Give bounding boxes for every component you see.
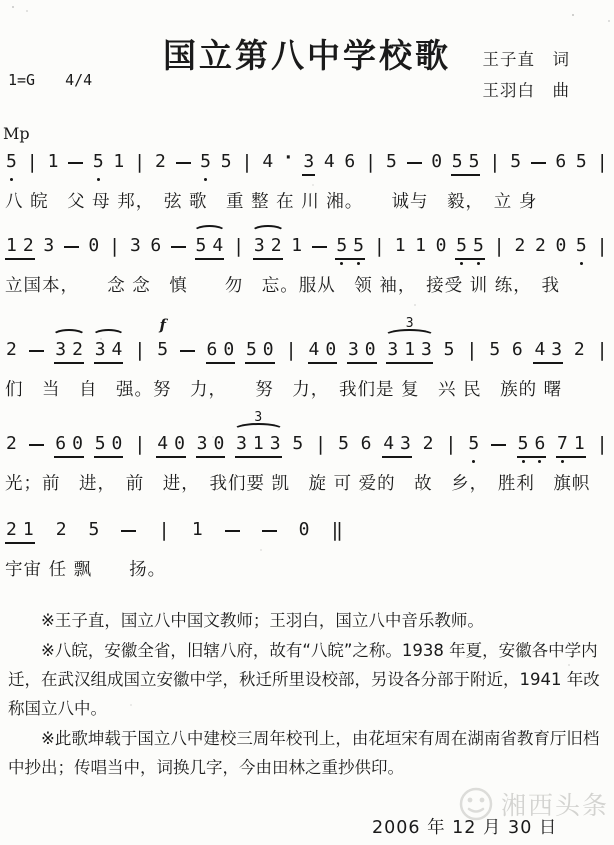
note-token: |	[596, 339, 608, 361]
score-lyrics: 八 皖 父 母 邦， 弦 歌 重 整 在 川 湘。 诚与 毅， 立 身	[5, 192, 538, 212]
note-token: |	[133, 151, 146, 173]
score-line	[5, 410, 609, 495]
footnote: ※王子直，国立八中国文教师；王羽白，国立八中音乐教师。	[41, 611, 484, 630]
note-token: 6	[150, 235, 162, 256]
score-line	[5, 212, 609, 297]
note-token: 1	[47, 151, 59, 172]
note-token: 3	[302, 152, 315, 176]
low-octave-dot	[357, 262, 360, 265]
footnote: ※此歌坤载于国立八中建校三周年校刊上，由花垣宋有周在湖南省教育厅旧档中抄出；传唱当中，词换几字，今由田林之重抄供印。	[8, 729, 600, 777]
note-token: 3 2	[54, 340, 84, 364]
note-token: f 5	[157, 316, 169, 360]
triplet-number: 3	[405, 316, 414, 331]
note-token	[490, 444, 507, 458]
score-line	[5, 124, 609, 213]
note-token: 2	[154, 151, 166, 172]
low-octave-dot	[580, 262, 583, 265]
note-token: |	[108, 235, 121, 257]
note-token: 3	[43, 235, 55, 256]
note-token: 5	[443, 339, 455, 360]
note-token: 5 5	[455, 236, 485, 260]
score-line	[5, 316, 609, 401]
note-token: 5	[292, 433, 304, 454]
time-signature: 4/4	[65, 71, 93, 89]
note-token: ·	[282, 147, 294, 168]
low-octave-dot	[10, 178, 13, 181]
note-token: 4 0	[156, 434, 186, 458]
note-token: |	[232, 235, 245, 257]
note-token: 1	[394, 235, 406, 256]
score-notation	[5, 496, 609, 544]
note-token	[170, 246, 187, 260]
note-token: 6 0	[54, 434, 84, 458]
note-token	[179, 350, 196, 364]
note-token: 2	[422, 433, 434, 454]
note-token: |	[596, 151, 608, 173]
note-token: 5	[510, 151, 522, 172]
note-token: 5	[199, 152, 212, 176]
lyricist-credit: 王子直 词	[482, 50, 570, 69]
note-token: 4 3	[382, 434, 412, 458]
note-token: 1	[291, 235, 303, 256]
note-token: 4	[323, 151, 335, 172]
note-token: |	[373, 235, 386, 257]
note-token: |	[466, 339, 478, 361]
note-token: 0	[298, 519, 310, 540]
watermark-text: 湘西头条	[501, 791, 610, 820]
low-octave-dot	[538, 460, 541, 463]
note-token: 5	[386, 151, 397, 172]
note-token: |	[596, 235, 608, 257]
note-token: 0	[555, 235, 567, 256]
note-token: 5	[489, 339, 501, 360]
note-token: |	[596, 433, 608, 455]
note-token: |	[158, 519, 170, 541]
note-token: |	[364, 151, 377, 173]
low-octave-dot	[204, 178, 207, 181]
low-octave-dot	[97, 178, 100, 181]
note-token: 5 6	[517, 434, 547, 458]
note-token: 3 3 1 3	[235, 434, 282, 458]
dynamic-marking: Mp	[3, 124, 30, 143]
note-token: ‖	[331, 519, 343, 541]
note-token	[224, 530, 241, 544]
note-token: |	[493, 235, 505, 257]
key-signature: 1=G	[8, 71, 36, 89]
score-lyrics: 光；前 进， 前 进， 我们要 凯 旋 可 爱的 故 乡， 胜利 旗帜	[5, 474, 591, 494]
note-token: 2	[6, 339, 17, 360]
note-token	[261, 530, 278, 544]
score-notation	[5, 212, 609, 260]
footnote: ※八皖，安徽全省，旧辖八府，故有“八皖”之称。1938 年夏，安徽各中学内迁，在武汉组成国立安徽中学，秋迁所里设校部，另设各分部于附近，1941 年改称国立八中。	[8, 641, 600, 718]
note-token: 6	[511, 339, 523, 360]
credits	[483, 44, 571, 106]
note-token	[120, 530, 137, 544]
note-token: 2	[534, 235, 546, 256]
composer-credit: 王羽白 曲	[482, 81, 570, 100]
note-token: 5	[575, 151, 587, 172]
note-token: 5	[220, 151, 232, 172]
note-token	[63, 246, 80, 260]
scan-noise	[12, 6, 14, 8]
note-token: 0	[435, 235, 447, 256]
note-token: 1	[415, 235, 427, 256]
note-token: |	[285, 339, 297, 361]
note-token	[406, 162, 423, 176]
note-token: 4 3	[533, 340, 563, 364]
score-line	[5, 496, 609, 581]
note-token: 5	[467, 434, 480, 458]
low-octave-dot	[460, 262, 463, 265]
score-lyrics: 立国本， 念 念 慎 勿 忘。服从 领 袖， 接受 训 练， 我	[5, 276, 560, 296]
low-octave-dot	[477, 262, 480, 265]
score-notation	[5, 316, 609, 364]
low-octave-dot	[340, 262, 343, 265]
footnotes	[8, 606, 606, 783]
note-token: 5	[5, 152, 18, 176]
low-octave-dot	[472, 460, 475, 463]
note-token	[311, 246, 328, 260]
note-token: 5 5	[335, 236, 365, 260]
low-octave-dot	[522, 460, 525, 463]
key-time-signature	[8, 71, 92, 89]
note-token: |	[134, 433, 146, 455]
note-token: 3 0	[347, 340, 377, 364]
note-token	[67, 162, 84, 176]
note-token: 3 2	[253, 236, 283, 260]
note-token: 2	[55, 519, 67, 540]
note-token: |	[314, 433, 327, 455]
note-token: 5 0	[245, 340, 275, 364]
note-token: 7 1	[556, 434, 586, 458]
note-token: |	[445, 433, 457, 455]
note-token: 1	[113, 151, 125, 172]
low-octave-dot	[561, 460, 564, 463]
note-token: 5	[88, 519, 100, 540]
date-line: 2006 年 12 月 30 日	[372, 818, 558, 838]
note-token: 5	[338, 433, 349, 454]
note-token: 6 0	[206, 340, 236, 364]
note-token	[28, 444, 45, 458]
note-token	[530, 162, 547, 176]
note-token: 2	[514, 235, 526, 256]
score-notation	[5, 410, 609, 458]
note-token	[175, 162, 192, 176]
forte-marking: f	[159, 316, 166, 334]
note-token: 3	[129, 235, 141, 256]
note-token: |	[489, 151, 501, 173]
note-token: 5 5	[451, 152, 481, 176]
note-token: 2	[6, 433, 17, 454]
score-lyrics: 宇宙 任 飘 扬。	[5, 560, 167, 580]
note-token: 3 4	[94, 340, 124, 364]
note-token: |	[241, 151, 253, 173]
note-token: 3 0	[196, 434, 226, 458]
note-token: 5	[92, 152, 105, 176]
note-token: 3 3 1 3	[386, 340, 433, 364]
note-token	[28, 350, 45, 364]
page-title: 国立第八中学校歌	[163, 36, 451, 75]
score-notation	[5, 124, 609, 176]
note-token: 6	[344, 151, 356, 172]
note-token: 4 0	[308, 340, 338, 364]
note-token: 6	[360, 433, 372, 454]
note-token: 2 1	[5, 520, 35, 544]
note-token: 1	[191, 519, 203, 540]
note-token: 5 4	[195, 236, 225, 260]
note-token: 4	[262, 151, 274, 172]
note-token: 5	[575, 236, 588, 260]
note-token: 6	[555, 151, 567, 172]
score-lyrics: 们 当 自 强。努 力， 努 力， 我们是 复 兴 民 族的 曙	[5, 380, 563, 400]
note-token: 5 0	[94, 434, 124, 458]
note-token: 1 2	[5, 236, 35, 260]
note-token: 0	[88, 235, 100, 256]
note-token: 0	[431, 151, 443, 172]
note-token: |	[26, 151, 38, 173]
note-token: 2	[573, 339, 585, 360]
note-token: |	[134, 339, 146, 361]
triplet-number: 3	[254, 410, 263, 425]
